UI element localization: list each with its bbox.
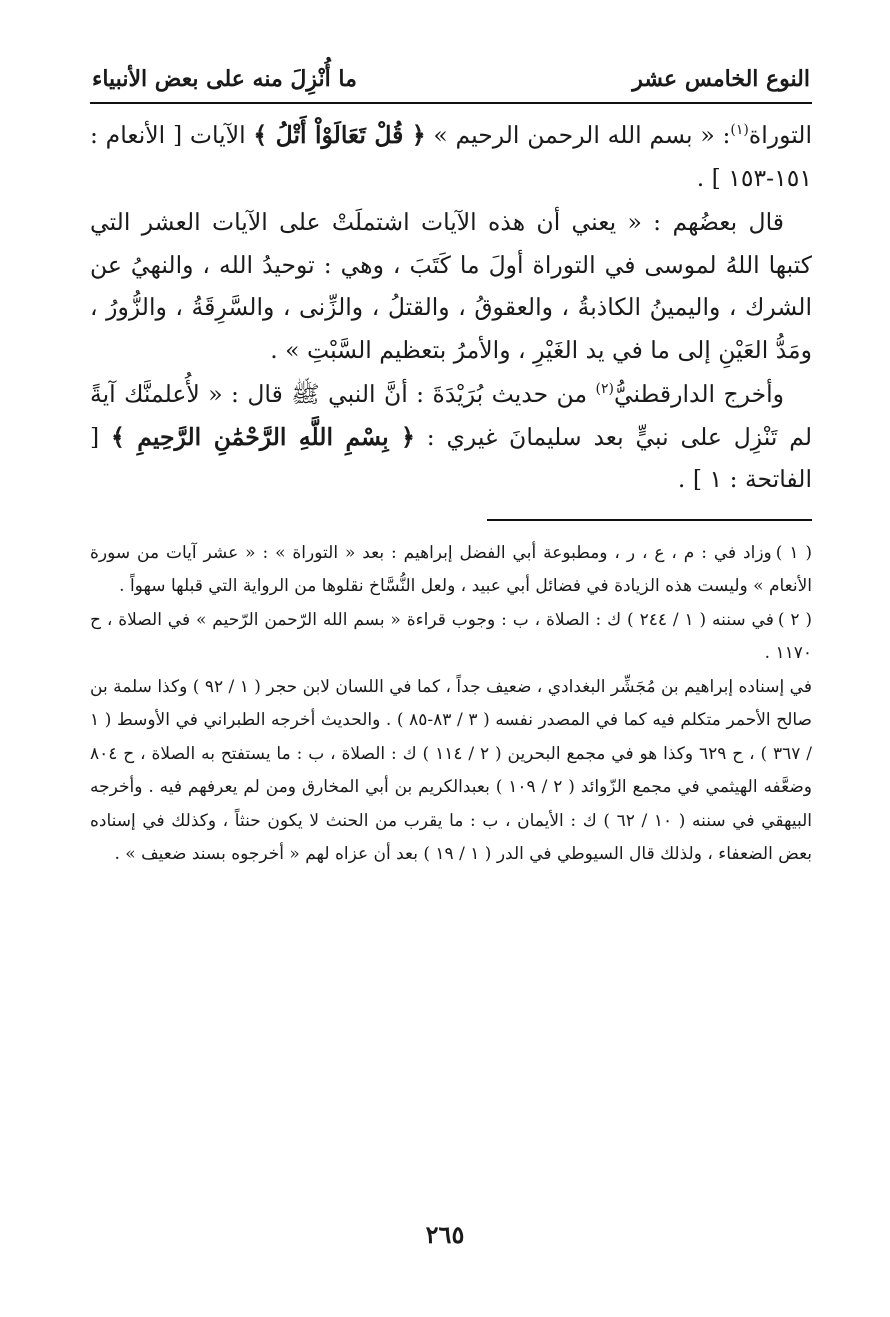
footnote-ref-1: (١) [730,122,749,139]
paragraph-3 [90,373,812,501]
book-page [90,62,812,872]
footnote-1-text: وزاد في : م ، ع ، ر ، ومطبوعة أبي الفضل إبراهيم : بعد « التوراة » : « عشر آيات من سورة الأنعام » وليست هذه الزيادة في فضائل أبي عبيد ، ولعل النُّسَّاخ نقلوها من الرواية التي قبلها سهواً . [90,542,812,596]
footnote-2 [90,604,812,671]
page-number: ٢٦٥ [425,1220,465,1249]
footnote-separator [487,519,812,521]
p1-text-b: : « بسم الله الرحمن الرحيم » [425,121,731,149]
p3-text-a: وأخرج الدارقطنيُّ [613,380,784,408]
quran-verse-2: ﴿ بِسْمِ اللَّهِ الرَّحْمَٰنِ الرَّحِيمِ ﴾ [110,422,415,451]
main-text [90,114,812,501]
footnote-2-number: ( ٢ ) [777,609,812,630]
paragraph-2: قال بعضُهم : « يعني أن هذه الآيات اشتملَتْ على الآيات العشر التي كتبها اللهُ لموسى في التوراة أولَ ما كَتَبَ ، وهي : توحيدُ الله ، والنهيُ عن الشرك ، واليمينُ الكاذبةُ ، والعقوقُ ، والقتلُ ، والزِّنى ، والسَّرِقَةُ ، والزُّورُ ، ومَدُّ العَيْنِ إلى ما في يد الغَيْرِ ، والأمرُ بتعظيم السَّبْتِ » . [90,208,812,364]
p1-text-a: التوراة [748,121,813,149]
footnote-2-continuation: في إسناده إبراهيم بن مُجَشِّر البغدادي ، ضعيف جداً ، كما في اللسان لابن حجر ( ١ / ٩٢ ) وكذا سلمة بن صالح الأحمر متكلم فيه كما في المصدر نفسه ( ٣ / ٨٣-٨٥ ) . والحديث أخرجه الطبراني في الأوسط ( ١ / ٣٦٧ ) ، ح ٦٢٩ وكذا هو في مجمع البحرين ( ٢ / ١١٤ ) ك : الصلاة ، ب : ما يستفتح به الصلاة ، ح ٨٠٤ وضعَّفه الهيثمي في مجمع الزّوائد ( ٢ / ١٠٩ ) بعبدالكريم بن أبي المخارق ومن لم يعرفهم فيه . وأخرجه البيهقي في سننه ( ١٠ / ٦٢ ) ك : الأيمان ، ب : ما يقرب من الحنث لا يكون حنثاً ، وكذلك في إسناده بعض الضعفاء ، ولذلك قال السيوطي في الدر ( ١ / ١٩ ) بعد أن عزاه لهم « أخرجوه بسند ضعيف » . [90,676,812,864]
running-header [90,62,812,104]
p3-text-c: [ الفاتحة : ١ ] . [90,422,812,493]
paragraph-1 [90,114,812,199]
header-section-title: ما أُنْزِلَ منه على بعض الأنبياء [92,66,357,92]
p1-text-c: الآيات [ الأنعام : ١٥١-١٥٣ ] . [90,121,812,192]
footnote-ref-2: (٢) [595,381,614,398]
footnote-1 [90,537,812,604]
footnote-1-number: ( ١ ) [775,542,812,563]
header-chapter-title: النوع الخامس عشر [632,66,810,92]
p3-text-b: من حديث بُرَيْدَةَ : أنَّ النبي ﷺ قال : « لأُعلمنَّك آيةً لم تَنْزِل على نبيٍّ بعد سليمانَ غيري : [90,380,812,451]
footnotes [90,537,812,872]
quran-verse-1: ﴿ قُلْ تَعَالَوْاْ أَتْلُ ﴾ [253,121,426,149]
footnote-2-text: في سننه ( ١ / ٢٤٤ ) ك : الصلاة ، ب : وجوب قراءة « بسم الله الرّحمن الرّحيم » في الصلاة ، ح ١١٧٠ . [90,609,812,663]
